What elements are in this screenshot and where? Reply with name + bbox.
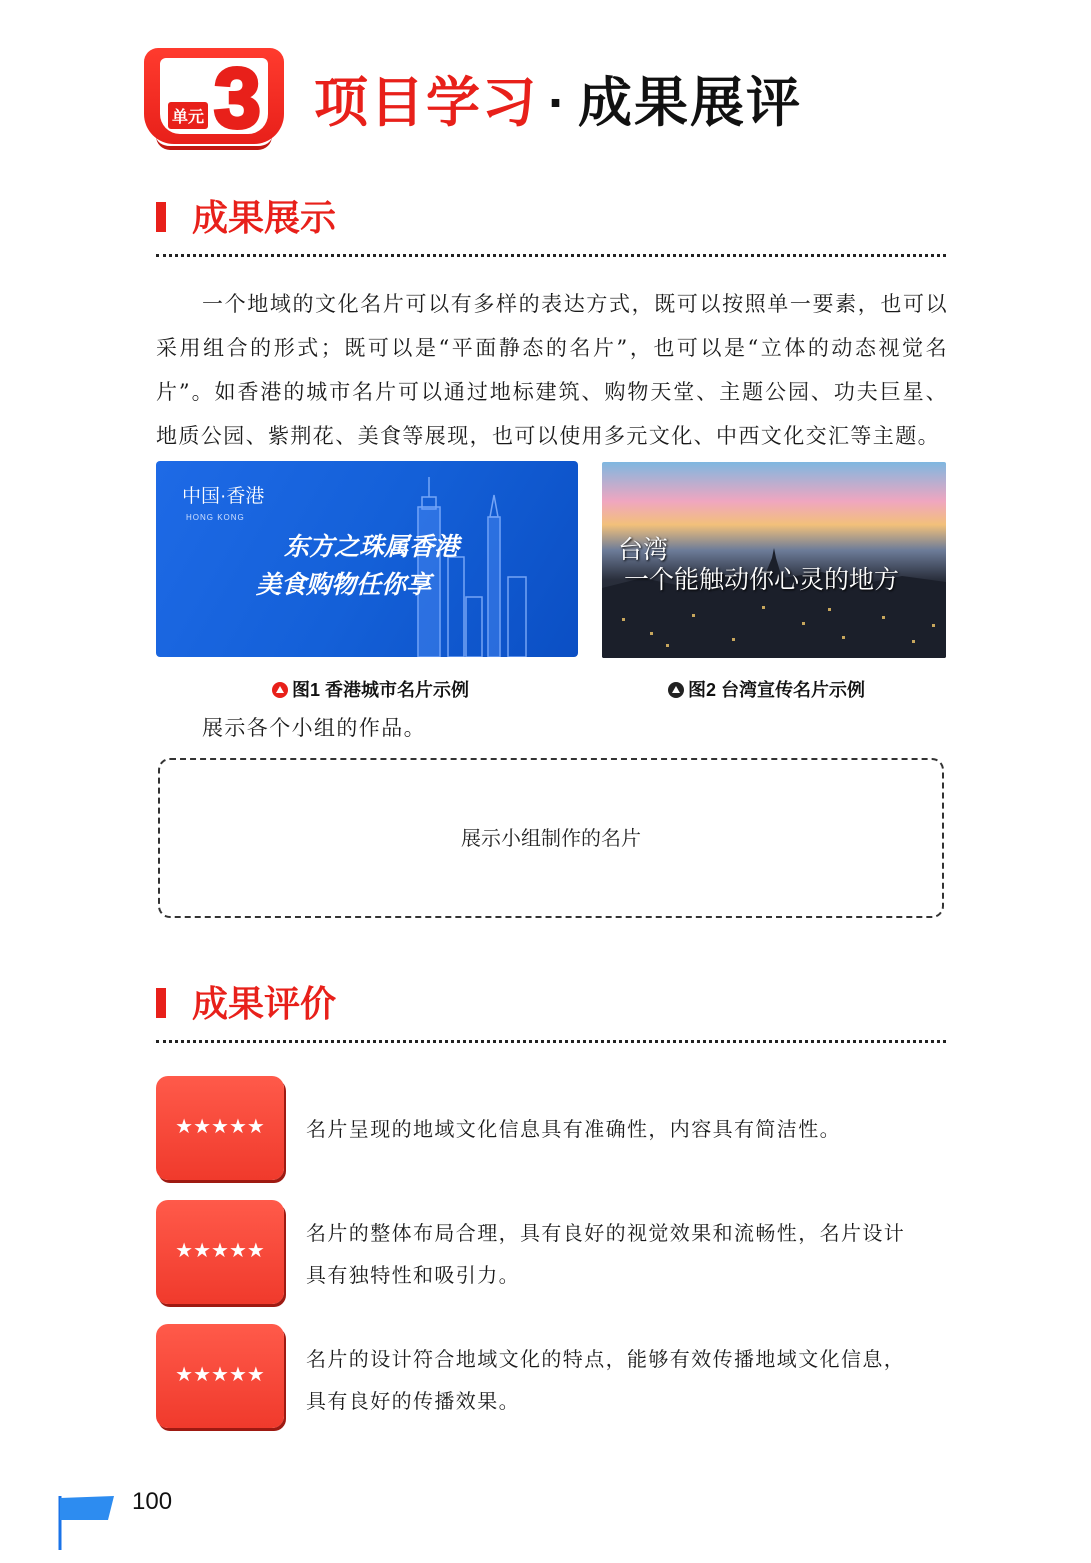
title-results-exhibition: 成果展评 <box>577 73 802 133</box>
section-marker <box>156 988 166 1018</box>
unit-badge <box>144 48 286 148</box>
hong-kong-card-image <box>156 461 578 657</box>
title-separator: · <box>548 73 568 133</box>
section-title-results-evaluation: 成果评价 <box>156 982 336 1026</box>
group-card-placeholder <box>158 758 944 918</box>
section-title-results-display: 成果展示 <box>156 196 336 240</box>
placeholder-hint: 展示小组制作的名片 <box>461 828 641 850</box>
criterion-text: 名片呈现的地域文化信息具有准确性，内容具有简洁性。 <box>306 1117 841 1141</box>
slogan-line-1: 东方之珠属香港 <box>284 533 460 561</box>
star-rating-icon: ★★★★★ <box>175 1362 265 1386</box>
section-marker <box>156 202 166 232</box>
page-title <box>314 68 802 138</box>
title-project-learning: 项目学习 <box>314 73 538 133</box>
taiwan-slogan: 一个能触动你心灵的地方 <box>624 565 900 594</box>
rating-card <box>156 1076 284 1180</box>
location-label: 中国·香港 <box>182 486 265 507</box>
divider <box>156 254 946 257</box>
figure1-caption: 图1 香港城市名片示例 <box>272 676 469 702</box>
criterion-text: 名片的整体布局合理，具有良好的视觉效果和流畅性，名片设计具有独特性和吸引力。 <box>306 1221 906 1287</box>
caption-icon <box>668 682 684 698</box>
criterion-text: 名片的设计符合地域文化的特点，能够有效传播地域文化信息，具有良好的传播效果。 <box>306 1347 906 1413</box>
unit-number: 3 <box>214 51 261 145</box>
rating-card <box>156 1200 284 1304</box>
divider <box>156 1040 946 1043</box>
rating-card <box>156 1324 284 1428</box>
caption-icon <box>272 682 288 698</box>
taiwan-title: 台湾 <box>618 535 669 564</box>
intro-paragraph: 一个地域的文化名片可以有多样的表达方式，既可以按照单一要素，也可以采用组合的形式；既可以是“平面静态的名片”，也可以是“立体的动态视觉名片”。如香港的城市名片可以通过地标建筑、购物天堂、主题公园、功夫巨星、地质公园、紫荆花、美食等展现，也可以使用多元文化、中西文化交汇等主题。 <box>156 292 948 448</box>
taiwan-card-image <box>602 462 946 658</box>
location-label-en: HONG KONG <box>186 513 245 522</box>
page-number: 100 <box>132 1488 173 1515</box>
slogan-line-2: 美食购物任你享 <box>256 571 432 599</box>
show-works-text: 展示各个小组的作品。 <box>202 716 426 740</box>
unit-label: 单元 <box>168 102 208 129</box>
flag-icon <box>54 1490 118 1550</box>
figure2-caption: 图2 台湾宣传名片示例 <box>668 676 865 702</box>
star-rating-icon: ★★★★★ <box>175 1114 265 1138</box>
star-rating-icon: ★★★★★ <box>175 1238 265 1262</box>
